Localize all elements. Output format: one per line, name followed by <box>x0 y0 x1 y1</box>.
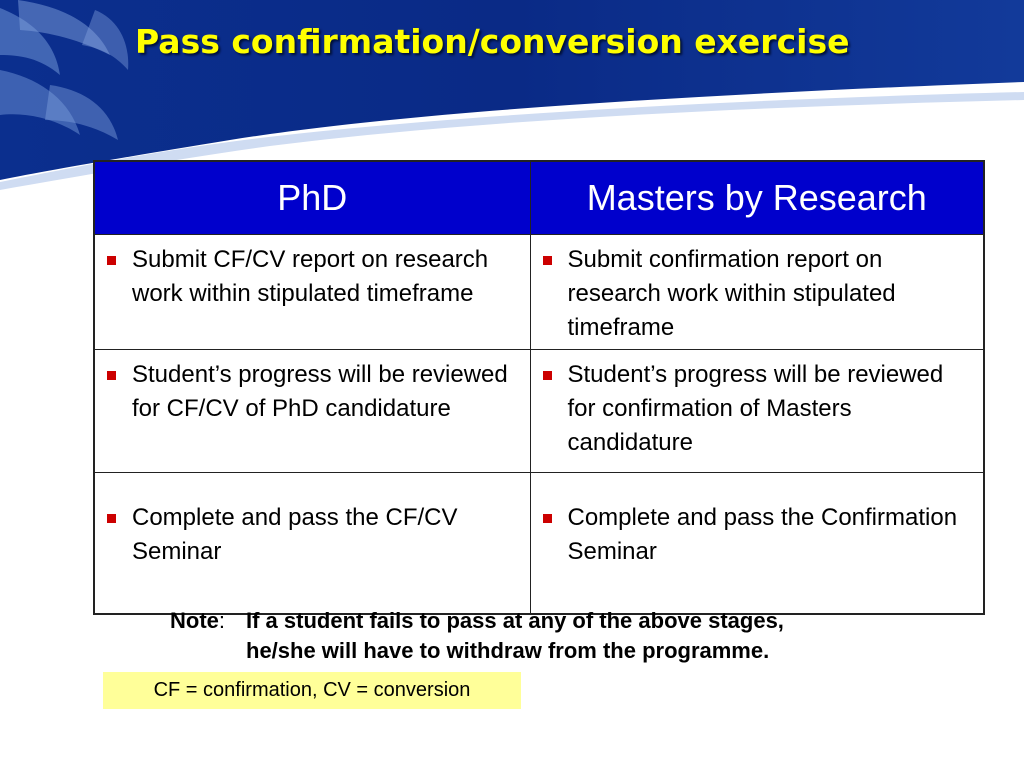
abbreviation-legend: CF = confirmation, CV = conversion <box>103 672 521 709</box>
column-header-masters: Masters by Research <box>530 161 984 235</box>
bullet-square-icon <box>107 514 116 523</box>
table-cell <box>94 350 530 473</box>
comparison-table <box>93 160 985 615</box>
note-label: Note <box>170 608 219 633</box>
cell-text: Complete and pass the CF/CV Seminar <box>132 504 458 565</box>
table-row <box>94 235 984 350</box>
cell-text: Student’s progress will be reviewed for confirmation of Masters candidature <box>567 361 944 456</box>
cell-text: Submit CF/CV report on research work within stipulated timeframe <box>132 246 489 307</box>
table-cell <box>530 350 984 473</box>
slide-title: Pass confirmation/conversion exercise <box>135 22 850 61</box>
table-cell <box>94 235 530 350</box>
table-row <box>94 473 984 615</box>
table-cell <box>530 473 984 615</box>
cell-text: Student’s progress will be reviewed for CF/CV of PhD candidature <box>132 361 508 422</box>
column-header-phd: PhD <box>94 161 530 235</box>
table-cell <box>530 235 984 350</box>
bullet-square-icon <box>107 256 116 265</box>
cell-text: Submit confirmation report on research work within stipulated timeframe <box>567 246 896 341</box>
cell-text: Complete and pass the Confirmation Seminar <box>567 504 958 565</box>
note-line-1: If a student fails to pass at any of the above stages, <box>246 608 784 633</box>
table-cell <box>94 473 530 615</box>
bullet-square-icon <box>543 514 552 523</box>
bullet-square-icon <box>543 256 552 265</box>
note: Note: If a student fails to pass at any of the above stages, he/she will have to withdraw from the programme. <box>170 606 784 666</box>
note-line-2: he/she will have to withdraw from the programme. <box>246 638 770 663</box>
note-text <box>246 606 784 666</box>
bullet-square-icon <box>543 371 552 380</box>
bullet-square-icon <box>107 371 116 380</box>
table-header-row <box>94 161 984 235</box>
table-row <box>94 350 984 473</box>
